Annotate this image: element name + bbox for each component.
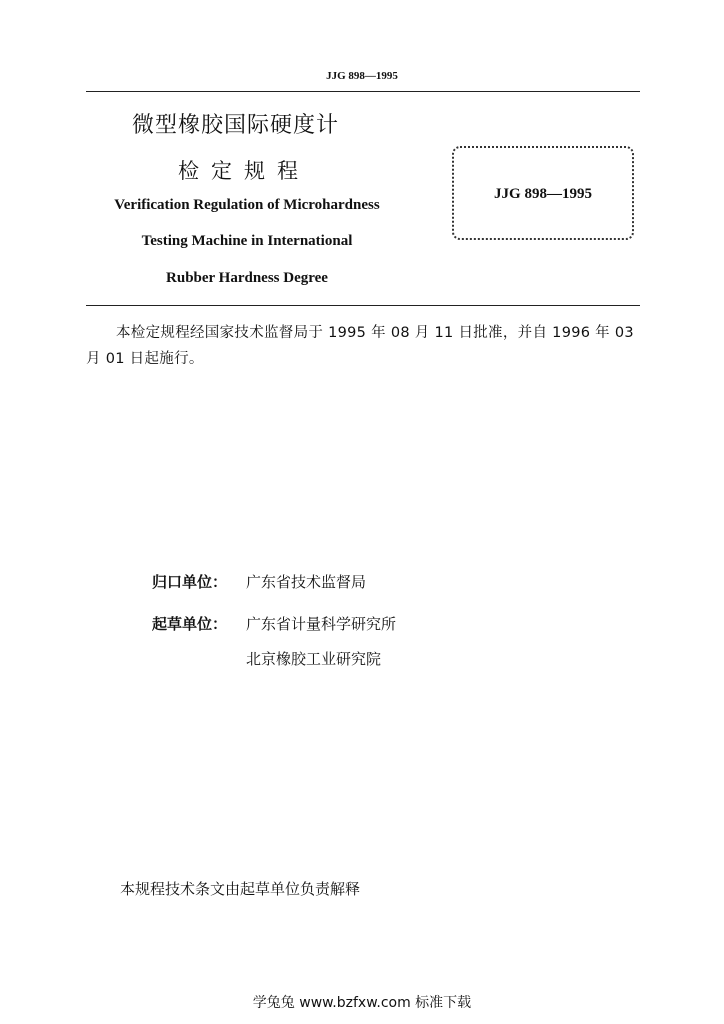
- standard-code-box-text: JJG 898—1995: [494, 186, 592, 202]
- responsible-unit-label: 归口单位：: [152, 573, 228, 591]
- title-bottom-rule: [86, 305, 640, 306]
- footer-watermark-text: 学兔兔 www.bzfxw.com 标准下载: [252, 995, 472, 1011]
- interpretation-note: 本规程技术条文由起草单位负责解释: [120, 880, 361, 898]
- drafting-unit-label: 起草单位：: [152, 615, 228, 633]
- title-english-line1: Verification Regulation of Microhardness: [114, 197, 380, 213]
- title-english-line3: Rubber Hardness Degree: [166, 270, 328, 286]
- header-standard-code: JJG 898—1995: [326, 70, 398, 82]
- responsible-unit-value: 广东省技术监督局: [246, 573, 367, 591]
- drafting-unit-value-1: 广东省计量科学研究所: [246, 615, 397, 633]
- top-rule: [86, 91, 640, 92]
- title-english-line2: Testing Machine in International: [141, 233, 353, 249]
- standard-code-box: [452, 146, 634, 240]
- title-chinese-line1: 微型橡胶国际硬度计: [132, 113, 340, 138]
- title-chinese-line2: 检定规程: [178, 159, 310, 183]
- approval-paragraph: 本检定规程经国家技术监督局于 1995 年 08 月 11 日批准，并自 1996 年 03 月 01 日起施行。: [86, 325, 634, 367]
- drafting-unit-value-2: 北京橡胶工业研究院: [246, 650, 382, 668]
